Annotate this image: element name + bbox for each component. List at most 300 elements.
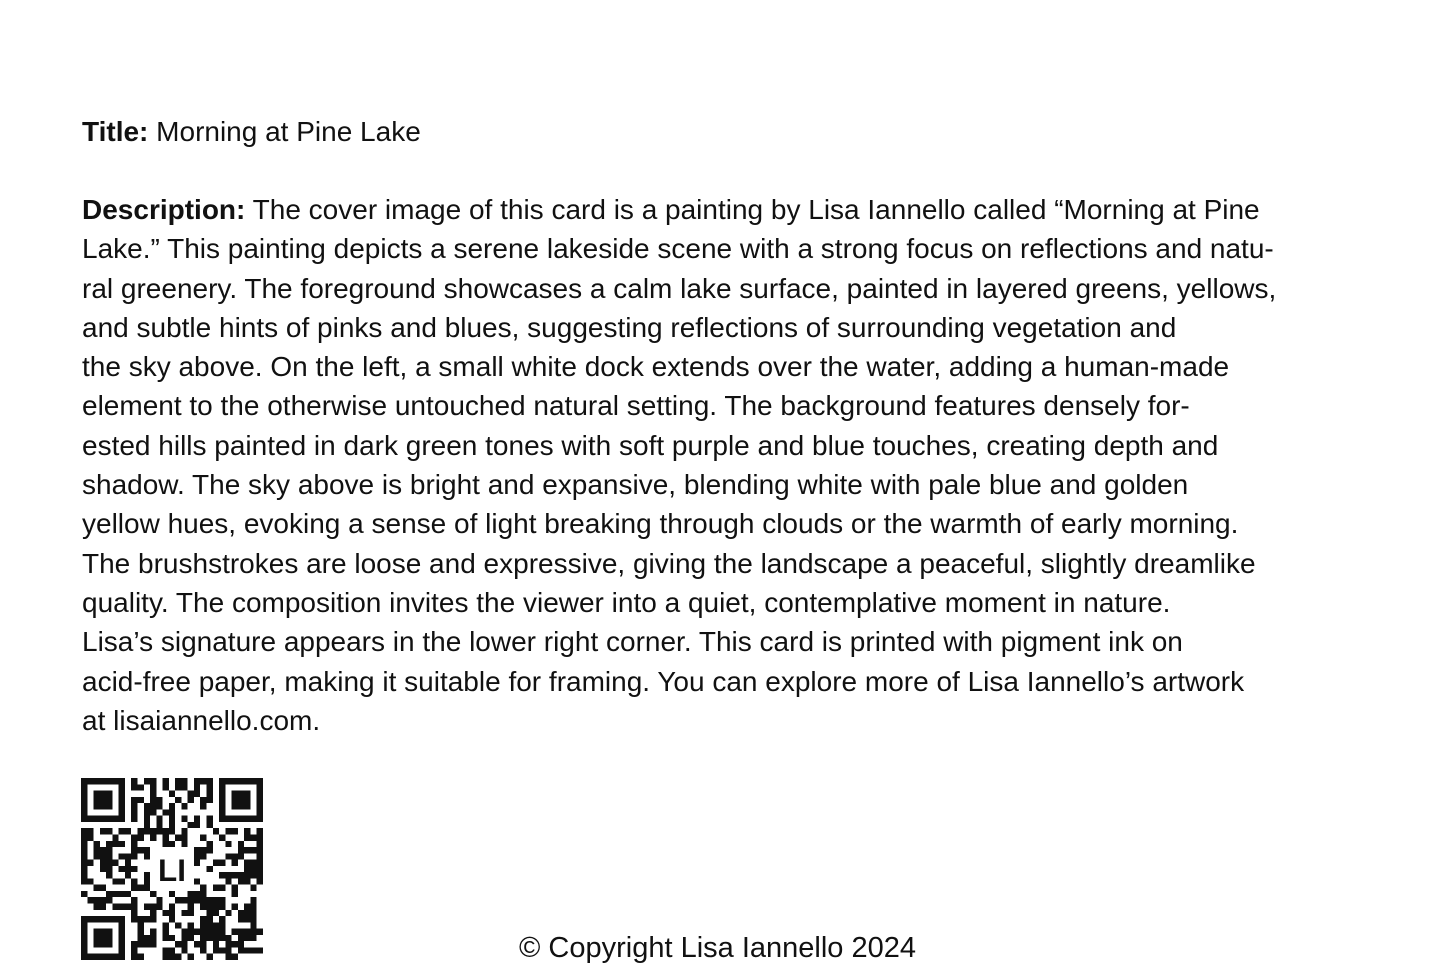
- qr-module: [137, 847, 143, 853]
- qr-module: [144, 778, 150, 784]
- qr-module: [119, 784, 125, 790]
- qr-module: [81, 872, 87, 878]
- qr-module: [112, 904, 118, 910]
- qr-module: [181, 834, 187, 840]
- qr-module: [200, 778, 206, 784]
- qr-module: [81, 853, 87, 859]
- qr-module: [81, 809, 87, 815]
- qr-module: [188, 822, 194, 828]
- qr-module: [81, 803, 87, 809]
- qr-module: [232, 853, 238, 859]
- qr-module: [181, 803, 187, 809]
- qr-module: [131, 816, 137, 822]
- qr-module: [200, 834, 206, 840]
- qr-module: [94, 791, 100, 797]
- qr-module: [250, 885, 256, 891]
- qr-module: [219, 791, 225, 797]
- qr-module: [150, 910, 156, 916]
- qr-module: [112, 816, 118, 822]
- qr-module: [219, 872, 225, 878]
- qr-module: [131, 878, 137, 884]
- qr-module: [137, 797, 143, 803]
- qr-module: [137, 916, 143, 922]
- qr-module: [169, 916, 175, 922]
- qr-module: [244, 834, 250, 840]
- qr-module: [175, 834, 181, 840]
- qr-module: [94, 778, 100, 784]
- qr-module: [175, 797, 181, 803]
- qr-module: [181, 910, 187, 916]
- qr-module: [207, 847, 213, 853]
- qr-module: [131, 904, 137, 910]
- qr-module: [112, 860, 118, 866]
- qr-module: [119, 803, 125, 809]
- qr-module: [207, 797, 213, 803]
- qr-module: [200, 897, 206, 903]
- qr-module: [244, 803, 250, 809]
- qr-module: [144, 904, 150, 910]
- description-text: The cover image of this card is a painting by Lisa Iannello called “Morning at Pine: [252, 194, 1260, 225]
- description: [82, 190, 1382, 740]
- qr-module: [169, 816, 175, 822]
- qr-module: [181, 778, 187, 784]
- qr-module: [106, 891, 112, 897]
- qr-module: [250, 834, 256, 840]
- qr-module: [213, 828, 219, 834]
- qr-module: [207, 904, 213, 910]
- qr-module: [100, 847, 106, 853]
- qr-module: [156, 897, 162, 903]
- qr-module: [125, 872, 131, 878]
- qr-module: [250, 847, 256, 853]
- description-line: ested hills painted in dark green tones with soft purple and blue touches, creating depth and: [82, 429, 1219, 461]
- qr-module: [131, 778, 137, 784]
- qr-module: [232, 791, 238, 797]
- qr-module: [150, 916, 156, 922]
- description-line: element to the otherwise untouched natural setting. The background features densely for-: [82, 390, 1190, 422]
- qr-module: [106, 797, 112, 803]
- description-line: shadow. The sky above is bright and expansive, blending white with pale blue and golden: [82, 469, 1189, 501]
- qr-module: [156, 828, 162, 834]
- qr-module: [150, 791, 156, 797]
- qr-module: [207, 784, 213, 790]
- qr-module: [131, 797, 137, 803]
- qr-module: [225, 878, 231, 884]
- qr-module: [94, 897, 100, 903]
- qr-module: [112, 834, 118, 840]
- qr-module: [238, 803, 244, 809]
- qr-module: [144, 878, 150, 884]
- qr-module: [156, 816, 162, 822]
- qr-module: [232, 904, 238, 910]
- qr-module: [112, 878, 118, 884]
- qr-module: [232, 778, 238, 784]
- qr-module: [219, 916, 225, 922]
- qr-module: [257, 778, 263, 784]
- qr-module: [150, 778, 156, 784]
- qr-module: [225, 828, 231, 834]
- qr-module: [250, 910, 256, 916]
- qr-module: [106, 897, 112, 903]
- qr-module: [232, 891, 238, 897]
- qr-module: [232, 797, 238, 803]
- qr-module: [219, 816, 225, 822]
- qr-module: [188, 891, 194, 897]
- qr-module: [250, 904, 256, 910]
- qr-module: [87, 834, 93, 840]
- description-line: at lisaiannello.com.: [82, 704, 321, 736]
- qr-module: [244, 860, 250, 866]
- qr-module: [119, 797, 125, 803]
- qr-module: [87, 897, 93, 903]
- qr-module: [219, 797, 225, 803]
- qr-module: [100, 860, 106, 866]
- description-line: quality. The composition invites the viewer into a quiet, contemplative moment in nature.: [82, 586, 1171, 618]
- qr-module: [244, 878, 250, 884]
- qr-module: [225, 816, 231, 822]
- description-label: Description:: [82, 194, 246, 225]
- qr-module: [244, 778, 250, 784]
- qr-module: [244, 816, 250, 822]
- qr-module: [125, 853, 131, 859]
- qr-module: [144, 872, 150, 878]
- qr-module: [144, 847, 150, 853]
- qr-module: [194, 897, 200, 903]
- qr-module: [112, 891, 118, 897]
- qr-module: [219, 834, 225, 840]
- qr-module: [200, 891, 206, 897]
- qr-module: [225, 872, 231, 878]
- qr-module: [200, 803, 206, 809]
- qr-module: [125, 860, 131, 866]
- qr-module: [257, 803, 263, 809]
- qr-module: [100, 853, 106, 859]
- qr-module: [163, 778, 169, 784]
- qr-module: [250, 866, 256, 872]
- qr-module: [250, 897, 256, 903]
- qr-module: [207, 897, 213, 903]
- qr-module: [257, 816, 263, 822]
- qr-module: [257, 841, 263, 847]
- qr-module: [94, 853, 100, 859]
- qr-module: [244, 872, 250, 878]
- qr-module: [244, 904, 250, 910]
- qr-module: [232, 828, 238, 834]
- qr-module: [106, 872, 112, 878]
- qr-module: [238, 916, 244, 922]
- qr-module: [219, 885, 225, 891]
- qr-module: [257, 791, 263, 797]
- qr-module: [100, 916, 106, 922]
- qr-module: [144, 822, 150, 828]
- qr-module: [94, 816, 100, 822]
- qr-module: [207, 910, 213, 916]
- qr-module: [94, 803, 100, 809]
- qr-module: [125, 866, 131, 872]
- qr-module: [257, 809, 263, 815]
- qr-module: [257, 797, 263, 803]
- qr-module: [81, 791, 87, 797]
- qr-module: [200, 885, 206, 891]
- qr-module: [194, 822, 200, 828]
- qr-module: [87, 860, 93, 866]
- qr-module: [175, 778, 181, 784]
- qr-module: [100, 904, 106, 910]
- qr-module: [169, 904, 175, 910]
- qr-module: [219, 778, 225, 784]
- qr-module: [169, 809, 175, 815]
- qr-logo-text: LI: [158, 852, 186, 888]
- qr-module: [225, 910, 231, 916]
- qr-module: [125, 891, 131, 897]
- qr-module: [125, 828, 131, 834]
- qr-module: [169, 822, 175, 828]
- qr-module: [156, 797, 162, 803]
- qr-module: [131, 885, 137, 891]
- qr-module: [137, 828, 143, 834]
- qr-module: [131, 841, 137, 847]
- qr-module: [194, 860, 200, 866]
- qr-module: [200, 904, 206, 910]
- qr-module: [200, 853, 206, 859]
- qr-module: [232, 872, 238, 878]
- copyright-notice: © Copyright Lisa Iannello 2024: [518, 932, 916, 964]
- qr-module: [131, 916, 137, 922]
- qr-module: [250, 860, 256, 866]
- qr-module: [119, 891, 125, 897]
- qr-module: [207, 916, 213, 922]
- qr-module: [144, 885, 150, 891]
- qr-module: [181, 828, 187, 834]
- qr-module: [219, 860, 225, 866]
- qr-module: [106, 841, 112, 847]
- description-line: Lake.” This painting depicts a serene lakeside scene with a strong focus on reflections and natu-: [82, 233, 1274, 265]
- qr-module: [131, 853, 137, 859]
- qr-module: [81, 828, 87, 834]
- qr-module: [244, 791, 250, 797]
- qr-module: [207, 778, 213, 784]
- qr-module: [219, 904, 225, 910]
- qr-module: [119, 816, 125, 822]
- qr-module: [181, 897, 187, 903]
- qr-module: [81, 841, 87, 847]
- qr-module: [94, 797, 100, 803]
- qr-module: [131, 897, 137, 903]
- qr-module: [112, 778, 118, 784]
- qr-module: [100, 897, 106, 903]
- qr-module: [81, 784, 87, 790]
- qr-module: [156, 904, 162, 910]
- qr-module: [175, 784, 181, 790]
- qr-module: [169, 841, 175, 847]
- qr-module: [207, 866, 213, 872]
- qr-module: [131, 866, 137, 872]
- qr-module: [169, 803, 175, 809]
- qr-module: [94, 885, 100, 891]
- qr-module: [194, 891, 200, 897]
- qr-module: [112, 916, 118, 922]
- qr-module: [181, 841, 187, 847]
- qr-module: [100, 885, 106, 891]
- qr-module: [119, 866, 125, 872]
- qr-module: [87, 828, 93, 834]
- qr-module: [119, 828, 125, 834]
- qr-module: [144, 828, 150, 834]
- qr-module: [225, 778, 231, 784]
- qr-module: [87, 878, 93, 884]
- qr-module: [144, 816, 150, 822]
- qr-module: [163, 784, 169, 790]
- qr-module: [150, 828, 156, 834]
- qr-module: [106, 853, 112, 859]
- qr-module: [137, 834, 143, 840]
- qr-module: [225, 841, 231, 847]
- qr-module: [87, 778, 93, 784]
- qr-module: [194, 791, 200, 797]
- qr-module: [81, 847, 87, 853]
- qr-module: [163, 828, 169, 834]
- qr-module: [175, 897, 181, 903]
- qr-module: [257, 834, 263, 840]
- qr-module: [257, 866, 263, 872]
- qr-module: [244, 828, 250, 834]
- qr-module: [250, 816, 256, 822]
- qr-module: [150, 809, 156, 815]
- qr-module: [207, 791, 213, 797]
- qr-module: [232, 860, 238, 866]
- qr-module: [150, 797, 156, 803]
- qr-module: [131, 809, 137, 815]
- qr-module: [194, 784, 200, 790]
- qr-module: [106, 778, 112, 784]
- qr-module: [119, 878, 125, 884]
- qr-module: [137, 885, 143, 891]
- qr-module: [125, 904, 131, 910]
- qr-module: [257, 860, 263, 866]
- qr-module: [188, 897, 194, 903]
- title-value: Morning at Pine Lake: [156, 116, 421, 147]
- qr-module: [257, 878, 263, 884]
- qr-module: [119, 916, 125, 922]
- qr-module: [232, 816, 238, 822]
- qr-module: [200, 797, 206, 803]
- qr-module: [244, 797, 250, 803]
- description-line: acid-free paper, making it suitable for framing. You can explore more of Lisa Iannello’s artwork: [82, 665, 1245, 697]
- qr-module: [238, 910, 244, 916]
- qr-module: [200, 916, 206, 922]
- qr-module: [106, 828, 112, 834]
- qr-module: [100, 866, 106, 872]
- qr-module: [94, 904, 100, 910]
- qr-module: [238, 853, 244, 859]
- qr-module: [131, 847, 137, 853]
- qr-module: [250, 872, 256, 878]
- qr-module: [87, 916, 93, 922]
- description-line: ral greenery. The foreground showcases a calm lake surface, painted in layered greens, yellows,: [82, 272, 1277, 304]
- qr-module: [94, 841, 100, 847]
- qr-module: [219, 803, 225, 809]
- qr-module: [150, 803, 156, 809]
- qr-module: [169, 828, 175, 834]
- qr-module: [213, 904, 219, 910]
- qr-module: [219, 897, 225, 903]
- qr-module: [213, 897, 219, 903]
- qr-module: [156, 822, 162, 828]
- qr-module: [106, 791, 112, 797]
- qr-module: [207, 822, 213, 828]
- qr-module: [181, 816, 187, 822]
- qr-module: [200, 847, 206, 853]
- qr-module: [163, 841, 169, 847]
- qr-module: [194, 853, 200, 859]
- qr-module: [119, 791, 125, 797]
- qr-module: [119, 904, 125, 910]
- qr-module: [188, 791, 194, 797]
- title-label: Title:: [82, 116, 149, 147]
- qr-module: [119, 809, 125, 815]
- qr-module: [119, 778, 125, 784]
- qr-module: [188, 910, 194, 916]
- qr-module: [188, 797, 194, 803]
- qr-module: [257, 847, 263, 853]
- qr-module: [219, 809, 225, 815]
- qr-module: [213, 885, 219, 891]
- qr-module: [106, 847, 112, 853]
- qr-module: [257, 872, 263, 878]
- qr-module: [150, 834, 156, 840]
- qr-module: [163, 809, 169, 815]
- qr-module: [238, 791, 244, 797]
- qr-module: [81, 878, 87, 884]
- qr-module: [257, 784, 263, 790]
- description-line: [82, 190, 1382, 229]
- qr-module: [81, 778, 87, 784]
- qr-module: [238, 778, 244, 784]
- qr-module: [131, 803, 137, 809]
- qr-module: [257, 828, 263, 834]
- qr-module: [225, 853, 231, 859]
- qr-module: [163, 834, 169, 840]
- qr-module: [238, 797, 244, 803]
- qr-module: [194, 816, 200, 822]
- qr-module: [213, 910, 219, 916]
- qr-module: [81, 860, 87, 866]
- qr-module: [100, 816, 106, 822]
- qr-module: [131, 784, 137, 790]
- qr-module: [238, 841, 244, 847]
- qr-module: [100, 791, 106, 797]
- qr-module: [244, 847, 250, 853]
- qr-module: [106, 803, 112, 809]
- qr-module: [81, 891, 87, 897]
- qr-module: [238, 878, 244, 884]
- qr-module: [119, 853, 125, 859]
- qr-module: [100, 828, 106, 834]
- qr-module: [156, 803, 162, 809]
- qr-module: [150, 891, 156, 897]
- qr-module: [131, 834, 137, 840]
- qr-module: [100, 803, 106, 809]
- qr-module: [238, 816, 244, 822]
- qr-module: [238, 872, 244, 878]
- qr-module: [169, 910, 175, 916]
- qr-module: [144, 803, 150, 809]
- description-line: The brushstrokes are loose and expressive, giving the landscape a peaceful, slightly dreamlike: [82, 547, 1256, 579]
- qr-module: [144, 916, 150, 922]
- qr-module: [232, 803, 238, 809]
- qr-module: [194, 847, 200, 853]
- qr-module: [213, 860, 219, 866]
